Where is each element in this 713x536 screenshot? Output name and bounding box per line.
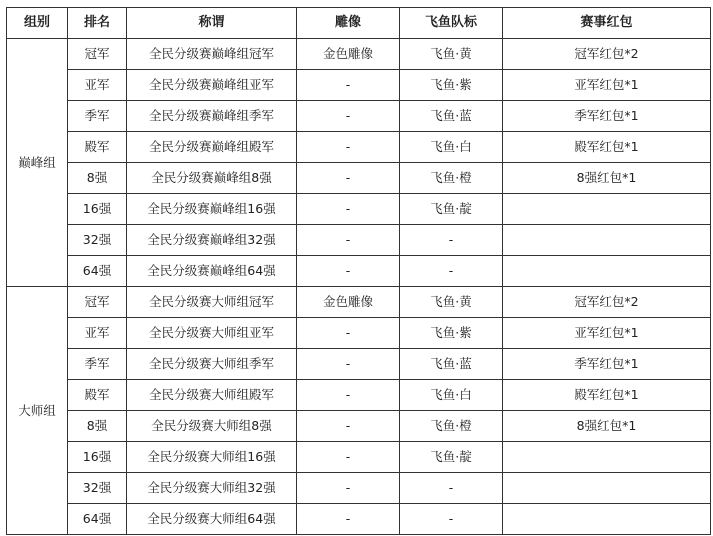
red-packet-cell: 冠军红包*2 — [503, 287, 711, 318]
badge-cell: 飞鱼·黄 — [400, 287, 503, 318]
rank-cell: 季军 — [68, 349, 127, 380]
title-cell: 全民分级赛巅峰组亚军 — [127, 70, 297, 101]
statue-cell: - — [297, 225, 400, 256]
badge-cell: 飞鱼·橙 — [400, 411, 503, 442]
red-packet-cell — [503, 442, 711, 473]
statue-cell: - — [297, 163, 400, 194]
table-row — [7, 442, 711, 473]
rewards-table — [6, 7, 711, 535]
title-cell: 全民分级赛巅峰组殿军 — [127, 132, 297, 163]
red-packet-cell — [503, 473, 711, 504]
table-row — [7, 225, 711, 256]
badge-cell: 飞鱼·紫 — [400, 70, 503, 101]
title-cell: 全民分级赛巅峰组64强 — [127, 256, 297, 287]
table-row — [7, 287, 711, 318]
table-row — [7, 70, 711, 101]
table-row — [7, 39, 711, 70]
statue-cell: 金色雕像 — [297, 39, 400, 70]
table-row — [7, 473, 711, 504]
red-packet-cell: 殿军红包*1 — [503, 380, 711, 411]
table-row — [7, 163, 711, 194]
table-body — [7, 39, 711, 535]
title-cell: 全民分级赛大师组冠军 — [127, 287, 297, 318]
statue-cell: - — [297, 349, 400, 380]
title-cell: 全民分级赛巅峰组冠军 — [127, 39, 297, 70]
title-cell: 全民分级赛大师组64强 — [127, 504, 297, 535]
red-packet-cell: 冠军红包*2 — [503, 39, 711, 70]
rank-cell: 16强 — [68, 442, 127, 473]
badge-cell: 飞鱼·蓝 — [400, 349, 503, 380]
badge-cell: 飞鱼·橙 — [400, 163, 503, 194]
statue-cell: - — [297, 70, 400, 101]
rank-cell: 32强 — [68, 225, 127, 256]
rank-cell: 殿军 — [68, 380, 127, 411]
rank-cell: 冠军 — [68, 39, 127, 70]
header-red-packet: 赛事红包 — [503, 8, 711, 39]
rank-cell: 季军 — [68, 101, 127, 132]
group-name-cell: 巅峰组 — [7, 39, 68, 287]
red-packet-cell — [503, 194, 711, 225]
title-cell: 全民分级赛大师组殿军 — [127, 380, 297, 411]
table-row — [7, 256, 711, 287]
table-row — [7, 349, 711, 380]
badge-cell: 飞鱼·蓝 — [400, 101, 503, 132]
statue-cell: - — [297, 504, 400, 535]
badge-cell: 飞鱼·紫 — [400, 318, 503, 349]
red-packet-cell — [503, 504, 711, 535]
title-cell: 全民分级赛大师组8强 — [127, 411, 297, 442]
badge-cell: 飞鱼·白 — [400, 380, 503, 411]
badge-cell: 飞鱼·黄 — [400, 39, 503, 70]
badge-cell: 飞鱼·靛 — [400, 194, 503, 225]
red-packet-cell: 8强红包*1 — [503, 411, 711, 442]
rank-cell: 亚军 — [68, 318, 127, 349]
title-cell: 全民分级赛大师组16强 — [127, 442, 297, 473]
title-cell: 全民分级赛巅峰组8强 — [127, 163, 297, 194]
rank-cell: 亚军 — [68, 70, 127, 101]
red-packet-cell: 殿军红包*1 — [503, 132, 711, 163]
red-packet-cell — [503, 256, 711, 287]
badge-cell: - — [400, 473, 503, 504]
statue-cell: - — [297, 256, 400, 287]
header-badge: 飞鱼队标 — [400, 8, 503, 39]
statue-cell: 金色雕像 — [297, 287, 400, 318]
table-row — [7, 411, 711, 442]
statue-cell: - — [297, 380, 400, 411]
title-cell: 全民分级赛大师组亚军 — [127, 318, 297, 349]
table-row — [7, 194, 711, 225]
red-packet-cell: 季军红包*1 — [503, 101, 711, 132]
statue-cell: - — [297, 411, 400, 442]
red-packet-cell — [503, 225, 711, 256]
red-packet-cell: 8强红包*1 — [503, 163, 711, 194]
statue-cell: - — [297, 318, 400, 349]
header-statue: 雕像 — [297, 8, 400, 39]
rank-cell: 8强 — [68, 163, 127, 194]
badge-cell: 飞鱼·白 — [400, 132, 503, 163]
table-header — [7, 8, 711, 39]
header-group: 组别 — [7, 8, 68, 39]
rank-cell: 64强 — [68, 504, 127, 535]
badge-cell: 飞鱼·靛 — [400, 442, 503, 473]
rank-cell: 冠军 — [68, 287, 127, 318]
table-row — [7, 101, 711, 132]
red-packet-cell: 亚军红包*1 — [503, 70, 711, 101]
title-cell: 全民分级赛巅峰组16强 — [127, 194, 297, 225]
header-row — [7, 8, 711, 39]
title-cell: 全民分级赛大师组32强 — [127, 473, 297, 504]
badge-cell: - — [400, 225, 503, 256]
red-packet-cell: 季军红包*1 — [503, 349, 711, 380]
rank-cell: 8强 — [68, 411, 127, 442]
group-name-cell: 大师组 — [7, 287, 68, 535]
title-cell: 全民分级赛大师组季军 — [127, 349, 297, 380]
statue-cell: - — [297, 473, 400, 504]
header-title: 称谓 — [127, 8, 297, 39]
header-rank: 排名 — [68, 8, 127, 39]
statue-cell: - — [297, 194, 400, 225]
title-cell: 全民分级赛巅峰组32强 — [127, 225, 297, 256]
table-row — [7, 380, 711, 411]
rank-cell: 殿军 — [68, 132, 127, 163]
table-row — [7, 318, 711, 349]
rank-cell: 64强 — [68, 256, 127, 287]
rank-cell: 32强 — [68, 473, 127, 504]
table-row — [7, 504, 711, 535]
rank-cell: 16强 — [68, 194, 127, 225]
title-cell: 全民分级赛巅峰组季军 — [127, 101, 297, 132]
badge-cell: - — [400, 256, 503, 287]
statue-cell: - — [297, 442, 400, 473]
table-row — [7, 132, 711, 163]
statue-cell: - — [297, 132, 400, 163]
red-packet-cell: 亚军红包*1 — [503, 318, 711, 349]
statue-cell: - — [297, 101, 400, 132]
badge-cell: - — [400, 504, 503, 535]
